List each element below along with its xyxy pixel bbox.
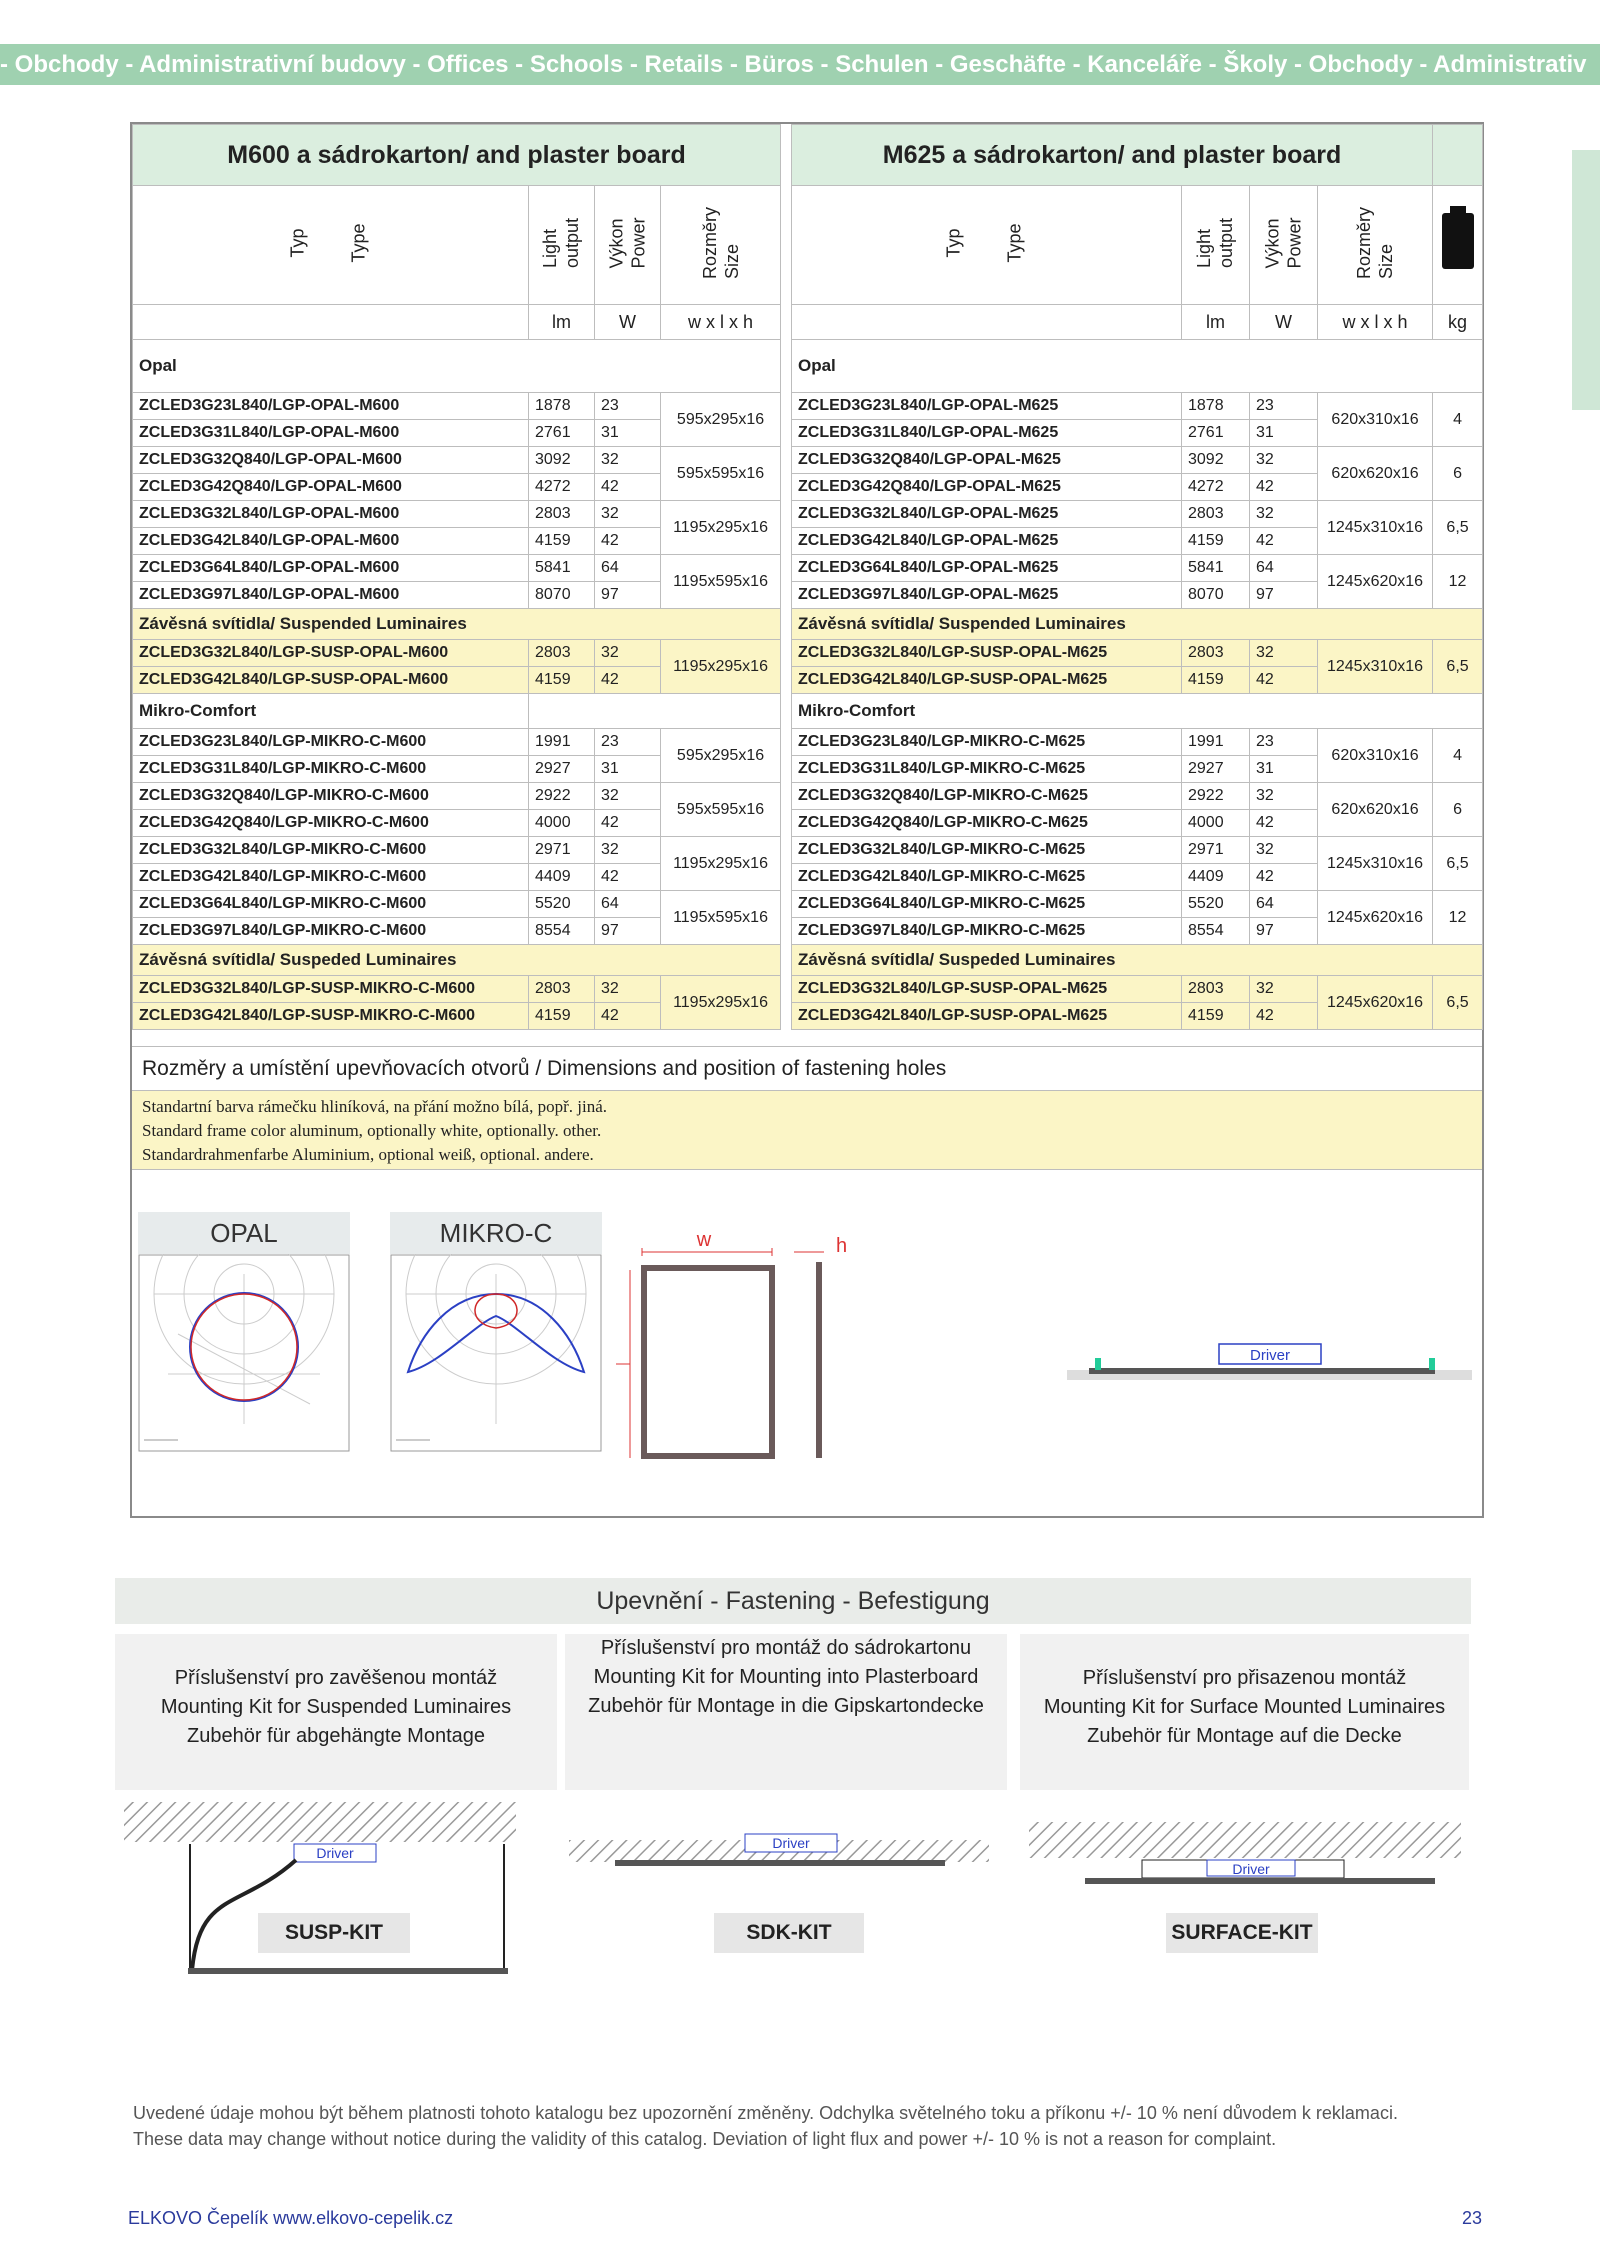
cell-lumen: 3092	[1182, 447, 1250, 474]
cell-power: 32	[595, 783, 661, 810]
sdk-kit-drawing	[565, 1830, 995, 1890]
cell-lumen: 2927	[1182, 756, 1250, 783]
left-header-type	[133, 186, 529, 305]
cell-lumen: 2803	[529, 501, 595, 528]
cell-size: 1195x295x16	[661, 640, 781, 694]
fasten-sdk-cz: Příslušenství pro montáž do sádrokartonu	[600, 1637, 972, 1659]
cell-weight: 6,5	[1433, 501, 1483, 555]
fasten-susp-cz: Příslušenství pro zavěšenou montáž	[174, 1667, 498, 1689]
cell-code: ZCLED3G42L840/LGP-OPAL-M625	[792, 528, 1182, 555]
cell-lumen: 2922	[1182, 783, 1250, 810]
sdk-kit-label: SDK-KIT	[714, 1913, 864, 1953]
product-row	[133, 783, 781, 810]
cell-code: ZCLED3G97L840/LGP-MIKRO-C-M625	[792, 918, 1182, 945]
cell-size: 1195x295x16	[661, 501, 781, 555]
cell-power: 42	[595, 528, 661, 555]
cell-lumen: 4159	[529, 667, 595, 694]
hdr-power-r: Power	[1284, 217, 1305, 269]
cell-code: ZCLED3G42L840/LGP-MIKRO-C-M600	[133, 864, 529, 891]
opal-polar-chart	[138, 1254, 350, 1452]
cell-size: 1195x595x16	[661, 891, 781, 945]
cell-code: ZCLED3G64L840/LGP-OPAL-M625	[792, 555, 1182, 582]
cell-code: ZCLED3G31L840/LGP-OPAL-M625	[792, 420, 1182, 447]
cell-lumen: 4272	[1182, 474, 1250, 501]
cell-code: ZCLED3G64L840/LGP-MIKRO-C-M625	[792, 891, 1182, 918]
cell-lumen: 4159	[529, 1003, 595, 1030]
cell-lumen: 5841	[529, 555, 595, 582]
note-en: Standard frame color aluminum, optionally white, optionally. other.	[142, 1121, 602, 1140]
product-row	[792, 555, 1483, 582]
hdr-typ: Typ	[287, 228, 308, 258]
cell-power: 64	[1250, 891, 1318, 918]
hdr-light-r: Light	[1194, 228, 1215, 269]
section-suspended-r: Závěsná svítidla/ Suspended Luminaires	[792, 609, 1483, 640]
cell-lumen: 4409	[529, 864, 595, 891]
cell-power: 32	[595, 501, 661, 528]
cell-power: 42	[595, 810, 661, 837]
sdk-driver-label: Driver	[772, 1835, 810, 1851]
cell-lumen: 4159	[1182, 1003, 1250, 1030]
product-row	[792, 783, 1483, 810]
cell-power: 32	[1250, 976, 1318, 1003]
cell-code: ZCLED3G31L840/LGP-MIKRO-C-M625	[792, 756, 1182, 783]
fasten-surface-de: Zubehör für Montage auf die Decke	[1087, 1725, 1402, 1747]
cell-lumen: 4272	[529, 474, 595, 501]
unit-kg: kg	[1433, 305, 1483, 340]
cell-code: ZCLED3G23L840/LGP-MIKRO-C-M625	[792, 729, 1182, 756]
cell-weight: 6,5	[1433, 976, 1483, 1030]
section-mikro-r: Mikro-Comfort	[792, 694, 1483, 729]
fastening-suspended	[115, 1634, 557, 1790]
section-mikro: Mikro-Comfort	[133, 694, 529, 729]
cell-power: 42	[1250, 864, 1318, 891]
drawing-driver-label: Driver	[1250, 1347, 1290, 1364]
cell-lumen: 8070	[529, 582, 595, 609]
product-row	[792, 976, 1483, 1003]
side-tab	[1572, 150, 1600, 410]
cell-code: ZCLED3G32L840/LGP-MIKRO-C-M600	[133, 837, 529, 864]
cell-power: 64	[595, 555, 661, 582]
hdr-size-r: Size	[1376, 243, 1397, 280]
unit-w: W	[595, 305, 661, 340]
product-row	[133, 501, 781, 528]
fastening-surface	[1020, 1634, 1469, 1790]
cell-lumen: 1991	[1182, 729, 1250, 756]
cell-size: 620x620x16	[1318, 447, 1433, 501]
cell-code: ZCLED3G32Q840/LGP-OPAL-M600	[133, 447, 529, 474]
right-header-weight	[1433, 186, 1483, 305]
cell-power: 97	[595, 582, 661, 609]
cell-code: ZCLED3G23L840/LGP-OPAL-M600	[133, 393, 529, 420]
cell-code: ZCLED3G32Q840/LGP-MIKRO-C-M625	[792, 783, 1182, 810]
disclaimer-en: These data may change without notice during the validity of this catalog. Deviation of light flux and power +/- 10 % is not a reason for complaint.	[133, 2129, 1277, 2149]
hdr-output-r: output	[1216, 217, 1237, 269]
cell-power: 32	[595, 640, 661, 667]
susp-kit-label: SUSP-KIT	[258, 1913, 410, 1953]
surface-driver-label: Driver	[1232, 1861, 1270, 1877]
product-row	[133, 976, 781, 1003]
cell-size: 620x310x16	[1318, 393, 1433, 447]
cell-lumen: 5841	[1182, 555, 1250, 582]
cell-power: 97	[1250, 918, 1318, 945]
cell-weight: 6	[1433, 783, 1483, 837]
left-header-size	[661, 186, 781, 305]
cell-power: 42	[595, 667, 661, 694]
cell-lumen: 4159	[529, 528, 595, 555]
product-row	[792, 447, 1483, 474]
cell-power: 97	[595, 918, 661, 945]
cell-power: 32	[1250, 447, 1318, 474]
cell-code: ZCLED3G42L840/LGP-MIKRO-C-M625	[792, 864, 1182, 891]
cell-lumen: 1878	[1182, 393, 1250, 420]
cell-code: ZCLED3G64L840/LGP-OPAL-M600	[133, 555, 529, 582]
cell-code: ZCLED3G64L840/LGP-MIKRO-C-M600	[133, 891, 529, 918]
cell-power: 23	[1250, 729, 1318, 756]
polar-opal-label: OPAL	[138, 1212, 350, 1254]
surface-kit-drawing	[1025, 1820, 1465, 1890]
fasten-surface-en: Mounting Kit for Surface Mounted Luminaires	[1043, 1696, 1446, 1718]
cell-code: ZCLED3G42L840/LGP-SUSP-OPAL-M600	[133, 667, 529, 694]
cell-size: 595x595x16	[661, 783, 781, 837]
weight-icon	[1442, 213, 1474, 269]
product-row	[133, 555, 781, 582]
cell-power: 42	[595, 1003, 661, 1030]
cell-code: ZCLED3G31L840/LGP-MIKRO-C-M600	[133, 756, 529, 783]
polar-mikro-label: MIKRO-C	[390, 1212, 602, 1254]
cell-power: 42	[1250, 1003, 1318, 1030]
cell-code: ZCLED3G42Q840/LGP-MIKRO-C-M600	[133, 810, 529, 837]
cell-power: 23	[1250, 393, 1318, 420]
cell-weight: 12	[1433, 555, 1483, 609]
cell-weight: 6,5	[1433, 640, 1483, 694]
section-suspended-2-r: Závěsná svítidla/ Suspeded Luminaires	[792, 945, 1483, 976]
product-row	[792, 393, 1483, 420]
right-header-type	[792, 186, 1182, 305]
fastening-title: Upevnění - Fastening - Befestigung	[115, 1578, 1471, 1624]
left-header-light	[529, 186, 595, 305]
cell-power: 97	[1250, 582, 1318, 609]
cell-power: 42	[1250, 474, 1318, 501]
hdr-power: Power	[628, 217, 649, 269]
cell-power: 32	[1250, 783, 1318, 810]
cell-weight: 12	[1433, 891, 1483, 945]
cell-power: 23	[595, 729, 661, 756]
section-suspended: Závěsná svítidla/ Suspended Luminaires	[133, 609, 781, 640]
cell-lumen: 8554	[529, 918, 595, 945]
right-table-title: M625 a sádrokarton/ and plaster board	[792, 125, 1433, 186]
hdr-vykon-r: Výkon	[1262, 218, 1283, 269]
cell-lumen: 2922	[529, 783, 595, 810]
section-suspended-2: Závěsná svítidla/ Suspeded Luminaires	[133, 945, 781, 976]
cell-lumen: 4409	[1182, 864, 1250, 891]
unit-size: w x l x h	[661, 305, 781, 340]
cell-power: 42	[595, 474, 661, 501]
cell-power: 42	[1250, 667, 1318, 694]
hdr-typ-r: Typ	[943, 228, 964, 258]
product-row	[792, 891, 1483, 918]
cell-code: ZCLED3G32L840/LGP-MIKRO-C-M625	[792, 837, 1182, 864]
cell-lumen: 4000	[1182, 810, 1250, 837]
cell-size: 1195x295x16	[661, 837, 781, 891]
cell-code: ZCLED3G32Q840/LGP-OPAL-M625	[792, 447, 1182, 474]
cell-power: 31	[1250, 756, 1318, 783]
section-opal: Opal	[133, 340, 781, 393]
cell-lumen: 2803	[1182, 976, 1250, 1003]
cell-size: 1245x620x16	[1318, 976, 1433, 1030]
cell-code: ZCLED3G97L840/LGP-OPAL-M600	[133, 582, 529, 609]
cell-weight: 6	[1433, 447, 1483, 501]
cell-size: 595x295x16	[661, 393, 781, 447]
cell-lumen: 2971	[529, 837, 595, 864]
product-row	[133, 640, 781, 667]
hdr-light: Light	[540, 228, 561, 269]
cell-lumen: 4159	[1182, 528, 1250, 555]
fasten-sdk-de: Zubehör für Montage in die Gipskartondecke	[588, 1695, 984, 1717]
cell-size: 620x310x16	[1318, 729, 1433, 783]
cell-power: 23	[595, 393, 661, 420]
cell-lumen: 2761	[1182, 420, 1250, 447]
note-de: Standardrahmenfarbe Aluminium, optional weiß, optional. andere.	[142, 1145, 594, 1164]
cell-code: ZCLED3G31L840/LGP-OPAL-M600	[133, 420, 529, 447]
cell-power: 42	[1250, 810, 1318, 837]
unit-w-r: W	[1250, 305, 1318, 340]
left-header-power	[595, 186, 661, 305]
cell-power: 31	[595, 756, 661, 783]
hdr-type: Type	[348, 223, 369, 263]
cell-code: ZCLED3G32L840/LGP-SUSP-OPAL-M600	[133, 640, 529, 667]
cell-weight: 4	[1433, 729, 1483, 783]
note-cz: Standartní barva rámečku hliníková, na přání možno bílá, popř. jiná.	[142, 1097, 608, 1116]
cell-lumen: 8070	[1182, 582, 1250, 609]
cell-lumen: 2803	[1182, 640, 1250, 667]
dim-h-label: h	[836, 1235, 848, 1257]
cell-code: ZCLED3G42L840/LGP-SUSP-OPAL-M625	[792, 1003, 1182, 1030]
cell-code: ZCLED3G42L840/LGP-SUSP-OPAL-M625	[792, 667, 1182, 694]
cell-power: 31	[1250, 420, 1318, 447]
cell-size: 1245x620x16	[1318, 891, 1433, 945]
cell-code: ZCLED3G42Q840/LGP-OPAL-M600	[133, 474, 529, 501]
cell-lumen: 2761	[529, 420, 595, 447]
cell-power: 32	[1250, 837, 1318, 864]
hdr-rozmery-r: Rozměry	[1354, 206, 1375, 280]
cell-lumen: 4159	[1182, 667, 1250, 694]
cell-code: ZCLED3G97L840/LGP-MIKRO-C-M600	[133, 918, 529, 945]
hdr-output: output	[562, 217, 583, 269]
cell-power: 32	[1250, 640, 1318, 667]
cell-lumen: 2803	[1182, 501, 1250, 528]
product-row	[792, 837, 1483, 864]
fasten-susp-en: Mounting Kit for Suspended Luminaires	[160, 1696, 512, 1718]
cell-size: 1245x310x16	[1318, 837, 1433, 891]
cell-size: 595x595x16	[661, 447, 781, 501]
cell-code: ZCLED3G32L840/LGP-SUSP-MIKRO-C-M600	[133, 976, 529, 1003]
unit-size-r: w x l x h	[1318, 305, 1433, 340]
cell-code: ZCLED3G32Q840/LGP-MIKRO-C-M600	[133, 783, 529, 810]
cell-code: ZCLED3G32L840/LGP-SUSP-OPAL-M625	[792, 976, 1182, 1003]
dim-w-label: w	[696, 1229, 712, 1251]
section-opal-r: Opal	[792, 340, 1483, 393]
cell-code: ZCLED3G32L840/LGP-OPAL-M600	[133, 501, 529, 528]
product-row	[133, 447, 781, 474]
cell-power: 42	[595, 864, 661, 891]
cell-power: 32	[595, 447, 661, 474]
cell-weight: 4	[1433, 393, 1483, 447]
left-spec-table	[132, 124, 781, 1030]
fasten-sdk-en: Mounting Kit for Mounting into Plasterboard	[593, 1666, 979, 1688]
cell-lumen: 2927	[529, 756, 595, 783]
right-spec-table	[791, 124, 1483, 1030]
cell-lumen: 1991	[529, 729, 595, 756]
susp-kit-drawing	[120, 1800, 520, 1980]
cell-code: ZCLED3G42Q840/LGP-MIKRO-C-M625	[792, 810, 1182, 837]
cell-lumen: 3092	[529, 447, 595, 474]
hdr-vykon: Výkon	[606, 218, 627, 269]
cell-code: ZCLED3G42L840/LGP-SUSP-MIKRO-C-M600	[133, 1003, 529, 1030]
cell-size: 1195x595x16	[661, 555, 781, 609]
top-banner: - Obchody - Administrativní budovy - Offices - Schools - Retails - Büros - Schulen - Geschäfte - Kanceláře - Školy - Obchody - Administrativ	[0, 44, 1600, 85]
panel-dimension-drawing	[602, 1222, 782, 1462]
cell-lumen: 2803	[529, 640, 595, 667]
fasten-surface-cz: Příslušenství pro přisazenou montáž	[1082, 1667, 1407, 1689]
cell-code: ZCLED3G23L840/LGP-MIKRO-C-M600	[133, 729, 529, 756]
cell-power: 64	[595, 891, 661, 918]
cell-lumen: 4000	[529, 810, 595, 837]
product-row	[792, 729, 1483, 756]
cell-code: ZCLED3G32L840/LGP-SUSP-OPAL-M625	[792, 640, 1182, 667]
unit-lm-r: lm	[1182, 305, 1250, 340]
cell-code: ZCLED3G42L840/LGP-OPAL-M600	[133, 528, 529, 555]
page-number: 23	[1462, 2208, 1483, 2228]
mikro-polar-chart	[390, 1254, 602, 1452]
surface-kit-label: SURFACE-KIT	[1166, 1913, 1318, 1953]
cell-size: 1245x620x16	[1318, 555, 1433, 609]
cell-size: 595x295x16	[661, 729, 781, 783]
cell-lumen: 2803	[529, 976, 595, 1003]
disclaimer-cz: Uvedené údaje mohou být během platnosti tohoto katalogu bez upozornění změněny. Odchylka světelného toku a příkonu +/- 10 % není důvodem k reklamaci.	[133, 2103, 1398, 2123]
cell-code: ZCLED3G23L840/LGP-OPAL-M625	[792, 393, 1182, 420]
hdr-size: Size	[721, 243, 742, 280]
frame-color-notes	[132, 1090, 1482, 1170]
cell-size: 620x620x16	[1318, 783, 1433, 837]
panel-side-drawing	[794, 1222, 854, 1462]
right-header-power	[1250, 186, 1318, 305]
product-row	[133, 891, 781, 918]
hdr-type-r: Type	[1004, 223, 1025, 263]
polar-opal	[138, 1212, 350, 1452]
cell-weight: 6,5	[1433, 837, 1483, 891]
cell-lumen: 8554	[1182, 918, 1250, 945]
cell-power: 31	[595, 420, 661, 447]
right-header-size	[1318, 186, 1433, 305]
polar-mikro	[390, 1212, 602, 1452]
cell-power: 32	[595, 976, 661, 1003]
spec-panel	[130, 122, 1484, 1518]
ceiling-section-drawing	[1067, 1334, 1472, 1414]
cell-power: 42	[1250, 528, 1318, 555]
cell-power: 64	[1250, 555, 1318, 582]
cell-code: ZCLED3G32L840/LGP-OPAL-M625	[792, 501, 1182, 528]
unit-lm: lm	[529, 305, 595, 340]
cell-size: 1195x295x16	[661, 976, 781, 1030]
product-row	[792, 640, 1483, 667]
cell-code: ZCLED3G97L840/LGP-OPAL-M625	[792, 582, 1182, 609]
product-row	[133, 837, 781, 864]
cell-power: 32	[595, 837, 661, 864]
fasten-susp-de: Zubehör für abgehängte Montage	[187, 1725, 485, 1747]
footer-company: ELKOVO Čepelík www.elkovo-cepelik.cz	[128, 2208, 454, 2228]
cell-size: 1245x310x16	[1318, 501, 1433, 555]
hdr-rozmery: Rozměry	[699, 206, 720, 280]
cell-lumen: 5520	[1182, 891, 1250, 918]
fastening-plasterboard	[565, 1634, 1007, 1790]
dimensions-title: Rozměry a umístění upevňovacích otvorů / Dimensions and position of fastening holes	[132, 1046, 1482, 1090]
cell-lumen: 5520	[529, 891, 595, 918]
cell-lumen: 2971	[1182, 837, 1250, 864]
right-header-light	[1182, 186, 1250, 305]
susp-driver-label: Driver	[316, 1845, 354, 1861]
product-row	[133, 393, 781, 420]
cell-lumen: 1878	[529, 393, 595, 420]
cell-power: 32	[1250, 501, 1318, 528]
left-table-title: M600 a sádrokarton/ and plaster board	[133, 125, 781, 186]
disclaimer	[133, 2100, 1483, 2152]
product-row	[792, 501, 1483, 528]
cell-code: ZCLED3G42Q840/LGP-OPAL-M625	[792, 474, 1182, 501]
cell-size: 1245x310x16	[1318, 640, 1433, 694]
product-row	[133, 729, 781, 756]
